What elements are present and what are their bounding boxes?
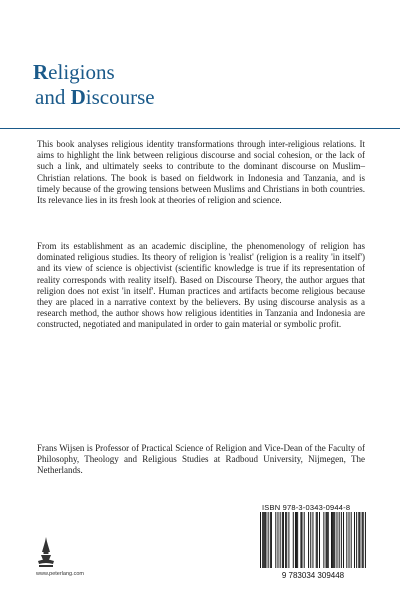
- barcode-bar: [339, 512, 340, 568]
- barcode-bar: [288, 512, 289, 568]
- barcode-bar: [333, 512, 334, 568]
- barcode-bar: [283, 512, 284, 568]
- barcode-bar: [275, 512, 276, 568]
- barcode-bar: [349, 512, 350, 568]
- title-line-2: and Discourse: [35, 85, 155, 109]
- barcode-bar: [319, 512, 320, 568]
- barcode-bar: [341, 512, 342, 568]
- barcode-bar: [326, 512, 327, 568]
- barcode-bar: [343, 512, 344, 568]
- barcode-bar: [327, 512, 328, 568]
- barcode-bar: [359, 512, 360, 568]
- isbn-label: ISBN 978-3-0343-0944-8: [262, 503, 351, 512]
- barcode-bar: [296, 512, 297, 568]
- barcode-bar: [334, 512, 335, 568]
- barcode-bar: [300, 512, 301, 568]
- barcode-bar: [332, 512, 333, 568]
- barcode-bar: [312, 512, 313, 568]
- barcode-bar: [263, 512, 264, 568]
- barcode-bar: [280, 512, 281, 568]
- barcode-bar: [365, 512, 366, 568]
- barcode-bar: [317, 512, 318, 568]
- book-title: [33, 60, 155, 110]
- barcode-bar: [286, 512, 287, 568]
- barcode-bar: [328, 512, 329, 568]
- barcode-bar: [285, 512, 286, 568]
- barcode-bar: [358, 512, 359, 568]
- barcode-bar: [331, 512, 332, 568]
- description-paragraph-2: From its establishment as an academic discipline, the phenomenology of religion has dominated religious studies. Its theory of religion is 'realist' (religion is a reality 'in itself') and its view of science is objectivist (scientific knowledge is true if its representation of reality corresponds with reality itself). Based on Discourse Theory, the author argues that religion does not exist 'in itself'. Human practices and artifacts become religious because they are placed in a narrative context by the believers. By using discourse analysis as a research method, the author shows how religious identities in Tanzania and Indonesia are constructed, negotiated and manipulated in order to gain material or symbolic profit.: [37, 241, 365, 330]
- barcode-bar: [308, 512, 309, 568]
- barcode-bar: [363, 512, 364, 568]
- description-paragraph-1: This book analyses religious identity transformations through inter-religious relations. It aims to highlight the link between religious discourse and social cohesion, or the lack of such a link, and ultimately seeks to contribute to the dominant discourse on Muslim–Christian relations. The book is based on fieldwork in Indonesia and Tanzania, and is timely because of the growing tensions between Muslims and Christians in both countries. Its relevance lies in its fresh look at theories of religion and science.: [37, 139, 365, 206]
- author-bio: Frans Wijsen is Professor of Practical Science of Religion and Vice-Dean of the Faculty of Philosophy, Theology and Religious Studies at Radboud University, Nijmegen, The Netherlands.: [37, 443, 365, 476]
- barcode-bar: [262, 512, 263, 568]
- barcode-bar: [336, 512, 337, 568]
- barcode-bar: [295, 512, 296, 568]
- barcode-bar: [346, 512, 347, 568]
- barcode-bar: [260, 512, 261, 568]
- barcode-bar: [362, 512, 363, 568]
- barcode-bar: [270, 512, 271, 568]
- barcode-bar: [297, 512, 298, 568]
- barcode-bar: [264, 512, 265, 568]
- barcode-bar: [354, 512, 355, 568]
- barcode-bar: [310, 512, 311, 568]
- barcode-bar: [293, 512, 294, 568]
- barcode-bar: [282, 512, 283, 568]
- barcode-bar: [268, 512, 269, 568]
- barcode-bar: [277, 512, 278, 568]
- barcode-bars: [260, 512, 366, 568]
- barcode-bar: [265, 512, 266, 568]
- barcode-bar: [302, 512, 303, 568]
- peter-lang-logo-icon: [36, 536, 56, 568]
- barcode-digits: 9 783034 309448: [281, 571, 345, 580]
- barcode-bar: [351, 512, 352, 568]
- title-divider: [0, 128, 400, 129]
- barcode-bar: [356, 512, 357, 568]
- barcode-bar: [316, 512, 317, 568]
- title-line-1: Religions: [33, 60, 115, 84]
- barcode-bar: [304, 512, 305, 568]
- barcode-bar: [271, 512, 272, 568]
- publisher-url: www.peterlang.com: [36, 571, 84, 577]
- barcode-bar: [323, 512, 324, 568]
- barcode: [258, 512, 368, 580]
